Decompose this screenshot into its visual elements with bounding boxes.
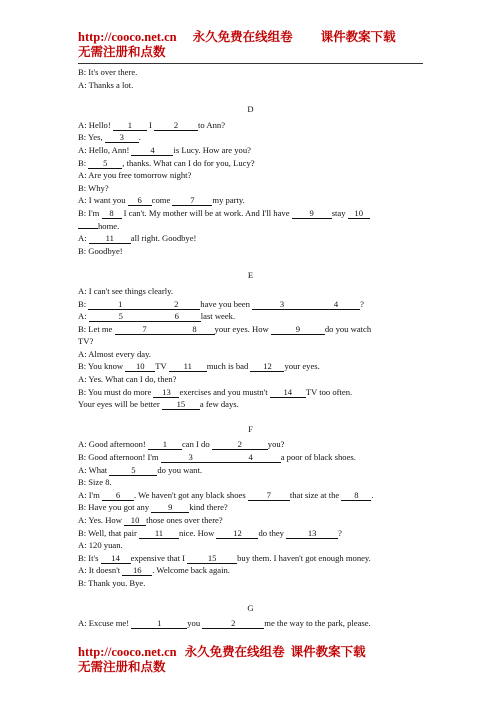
dialogue-line: B: 1 2 have you been 3 4 ? (78, 298, 364, 309)
section-heading-g: G (247, 602, 254, 613)
dialogue-line: B: 5 , thanks. What can I do for you, Lucy? (78, 157, 255, 168)
blank: 3 (105, 132, 139, 143)
dialogue-line: B: You must do more 13 exercises and you mustn't 14 TV too often. (78, 386, 353, 397)
dialogue-line: A: Hello, Ann! 4 is Lucy. How are you? (78, 144, 251, 155)
dialogue-line: B: You know 10 TV 11 much is bad 12 your eyes. (78, 361, 320, 372)
blank: 10 (124, 515, 146, 526)
blank: 14 (101, 553, 131, 564)
document-body (78, 66, 423, 630)
blank: 11 (89, 233, 131, 244)
dialogue-line: B: Why? (78, 182, 109, 193)
dialogue-line: B: Yes, 3 . (78, 132, 141, 143)
dialogue-line: A: Excuse me! 1 you 2 me the way to the park, please. (78, 618, 371, 629)
blank: 9 (271, 324, 325, 335)
blank: 11 (139, 528, 179, 539)
blank: 14 (270, 387, 306, 398)
blank: 8 (102, 208, 122, 219)
blank: 15 (162, 399, 200, 410)
section-heading-f: F (248, 423, 253, 434)
blank: 1 (88, 299, 152, 310)
blank: 7 (172, 195, 212, 206)
header-line-2 (78, 45, 423, 60)
dialogue-line: Your eyes will be better 15 a few days. (78, 399, 239, 410)
blank: 6 (102, 490, 134, 501)
dialogue-line: B: Let me 7 8 your eyes. How 9 do you watch (78, 323, 372, 334)
header-url-link[interactable]: http://cooco.net.cn (78, 30, 177, 44)
footer-slogan-3: 无需注册和点数 (78, 660, 166, 674)
blank: 15 (187, 553, 237, 564)
dialogue-line: A: Are you free tomorrow night? (78, 170, 192, 181)
blank: 3 (252, 299, 312, 310)
blank: 13 (153, 387, 179, 398)
footer-line-2 (78, 660, 423, 675)
footer-line-1 (78, 645, 423, 660)
dialogue-line: A: I can't see things clearly. (78, 285, 174, 296)
dialogue-line: B: It's 14 expensive that I 15 buy them. I haven't got enough money. (78, 552, 371, 563)
dialogue-line: A: 120 yuan. (78, 540, 123, 551)
dialogue-line: B: Good afternoon! I'm 3 4 a poor of black shoes. (78, 452, 356, 463)
blank: 10 (125, 361, 155, 372)
blank: 2 (212, 439, 268, 450)
dialogue-line: A: Yes. How 10 those ones over there? (78, 515, 223, 525)
blank: 4 (131, 145, 173, 156)
dialogue-line: A: I want you 6 come 7 my party. (78, 195, 245, 206)
dialogue-line: A: Almost every day. (78, 348, 151, 359)
dialogue-line: A: Hello! 1 I 2 to Ann? (78, 119, 226, 130)
dialogue-line: B: I'm 8 I can't. My mother will be at work. And I'll have 9 stay 10 (78, 207, 423, 220)
dialogue-line: home. (78, 220, 423, 233)
blank: 16 (122, 565, 152, 576)
footer-url-link[interactable]: http://cooco.net.cn (78, 645, 177, 659)
dialogue-line: B: Thank you. Bye. (78, 577, 146, 588)
dialogue-line: TV? (78, 336, 94, 347)
blank: 1 (113, 120, 147, 131)
dialogue-line: B: Goodbye! (78, 245, 123, 256)
blank: 7 (115, 324, 175, 335)
blank: 12 (250, 361, 284, 372)
dialogue-line: A: Thanks a lot. (78, 79, 134, 90)
dialogue-line: A: 5 6 last week. (78, 311, 236, 322)
footer-slogan-2: 课件教案下载 (290, 645, 366, 659)
header-slogan-2: 课件教案下载 (320, 30, 396, 44)
blank: 7 (248, 490, 290, 501)
header-slogan-3: 无需注册和点数 (78, 45, 166, 59)
blank: 9 (151, 502, 189, 513)
dialogue-line: B: Size 8. (78, 477, 112, 488)
blank: 13 (286, 528, 338, 539)
blank: 11 (169, 361, 207, 372)
blank: 12 (216, 528, 258, 539)
dialogue-line: A: I'm 6 . We haven't got any black shoes 7 that size at the 8 . (78, 489, 374, 500)
blank: 2 (152, 299, 200, 310)
page-footer (78, 645, 423, 675)
blank: 4 (312, 299, 360, 310)
header-slogan-1: 永久免费在线组卷 (192, 30, 293, 44)
blank: 8 (341, 490, 371, 501)
blank: 4 (221, 452, 281, 463)
blank: 6 (128, 195, 152, 206)
header-divider (78, 63, 423, 64)
blank: 6 (153, 311, 201, 322)
blank: 2 (202, 618, 264, 629)
blank: 3 (161, 452, 221, 463)
dialogue-line: A: It doesn't 16 . Welcome back again. (78, 565, 230, 576)
blank: 5 (109, 465, 157, 476)
header-line-1 (78, 30, 423, 45)
blank: 8 (175, 324, 215, 335)
blank: 1 (148, 439, 182, 450)
dialogue-line: A: What 5 do you want. (78, 464, 202, 475)
blank: 2 (154, 120, 198, 131)
dialogue-line: A: Good afternoon! 1 can I do 2 you? (78, 439, 285, 450)
dialogue-line: B: Well, that pair 11 nice. How 12 do they 13 ? (78, 527, 342, 538)
blank (78, 228, 98, 229)
dialogue-line: A: Yes. What can I do, then? (78, 374, 177, 385)
blank: 10 (348, 208, 370, 219)
dialogue-line: A: 11 all right. Goodbye! (78, 233, 197, 244)
footer-slogan-1: 永久免费在线组卷 (184, 645, 285, 659)
blank: 9 (292, 208, 332, 219)
page-header (78, 30, 423, 60)
blank: 1 (131, 618, 187, 629)
dialogue-line: B: It's over there. (78, 67, 138, 77)
section-heading-d: D (247, 104, 254, 115)
section-heading-e: E (247, 270, 254, 281)
blank: 5 (88, 158, 122, 169)
dialogue-line: B: Have you got any 9 kind there? (78, 502, 228, 513)
blank: 5 (89, 311, 153, 322)
